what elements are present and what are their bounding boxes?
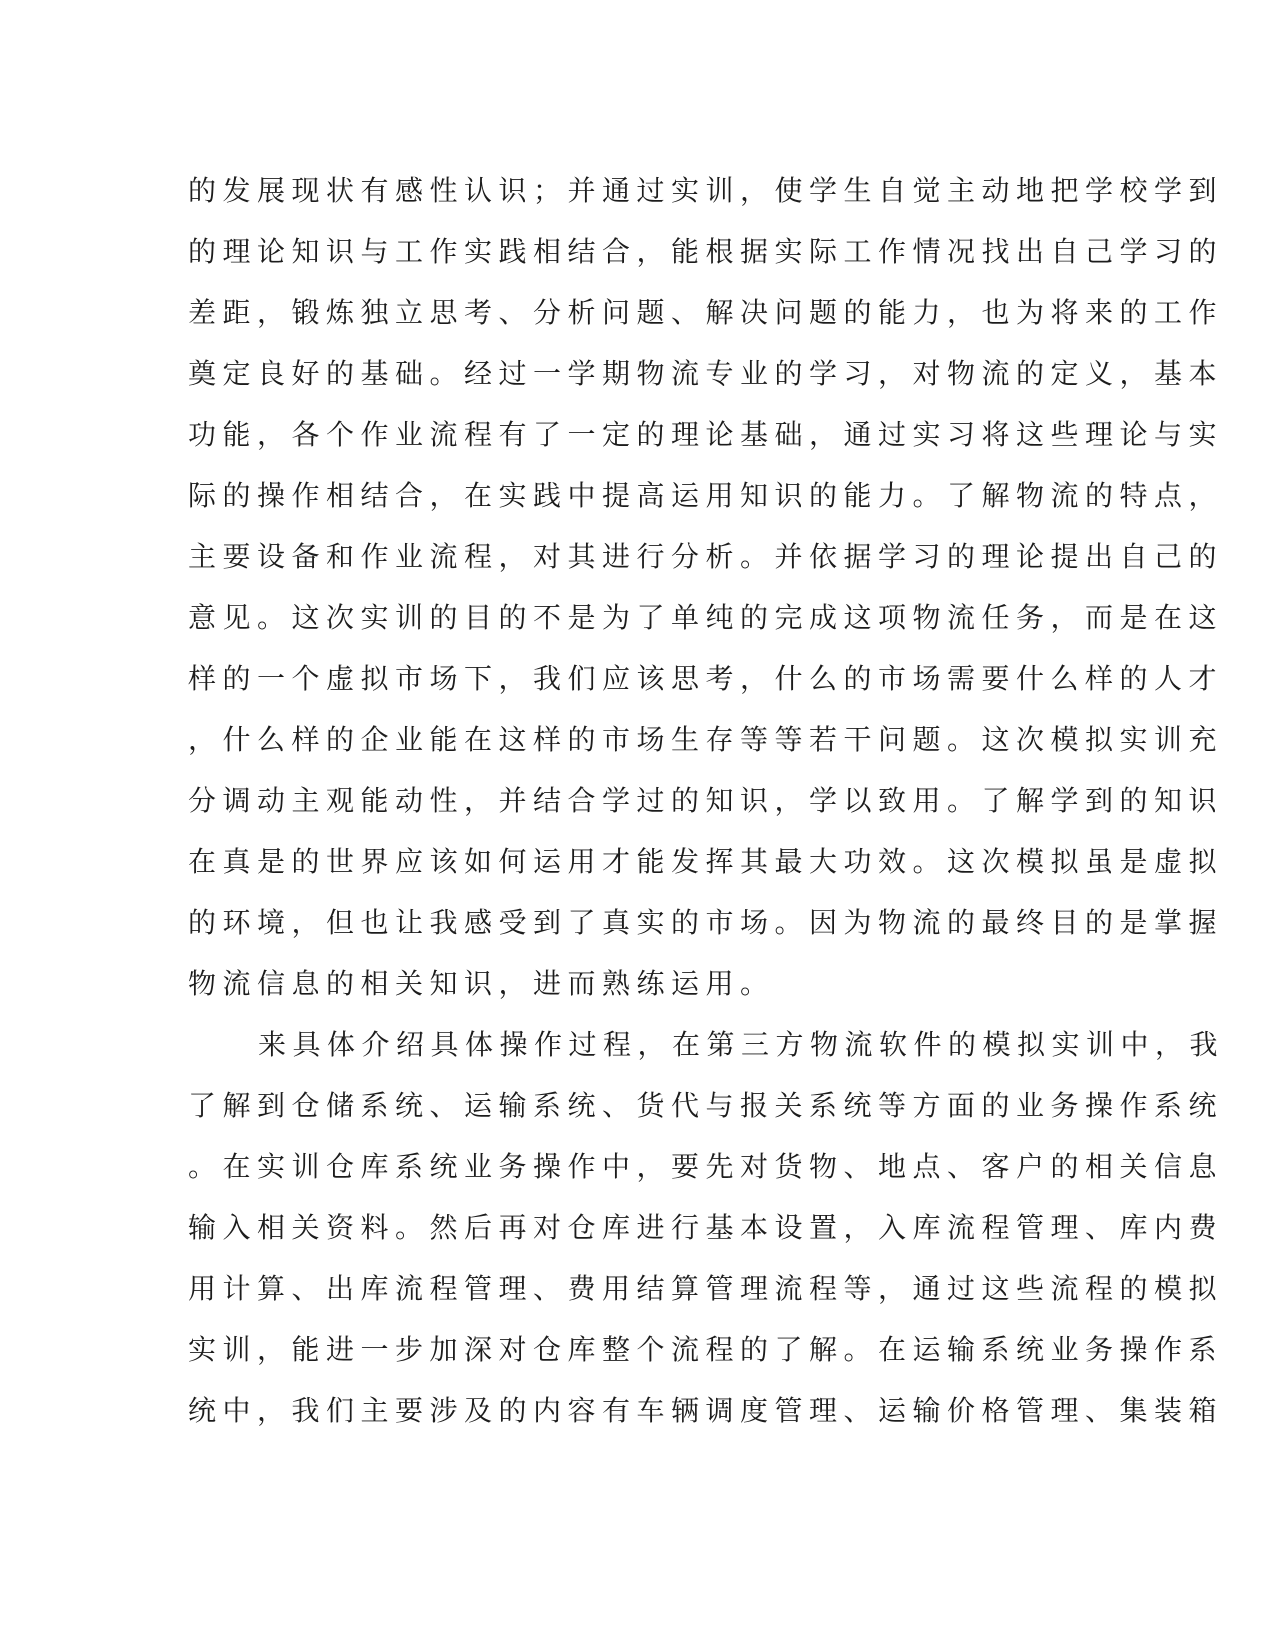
text-line: 分调动主观能动性，并结合学过的知识，学以致用。了解学到的知识	[188, 784, 1224, 817]
paragraph-2	[188, 1014, 1225, 1441]
text-line: 在真是的世界应该如何运用才能发挥其最大功效。这次模拟虽是虚拟	[188, 845, 1224, 878]
text-line: 。在实训仓库系统业务操作中，要先对货物、地点、客户的相关信息	[188, 1150, 1224, 1183]
body-text	[188, 160, 1225, 1441]
text-line: 的理论知识与工作实践相结合，能根据实际工作情况找出自己学习的	[188, 235, 1224, 268]
text-line: 奠定良好的基础。经过一学期物流专业的学习，对物流的定义，基本	[188, 357, 1224, 390]
text-line: 来具体介绍具体操作过程，在第三方物流软件的模拟实训中，我	[258, 1028, 1225, 1061]
text-line: 实训，能进一步加深对仓库整个流程的了解。在运输系统业务操作系	[188, 1333, 1224, 1366]
text-line: 用计算、出库流程管理、费用结算管理流程等，通过这些流程的模拟	[188, 1272, 1224, 1305]
paragraph-1	[188, 160, 1224, 1014]
text-line: 功能，各个作业流程有了一定的理论基础，通过实习将这些理论与实	[188, 418, 1224, 451]
text-line: 样的一个虚拟市场下，我们应该思考，什么的市场需要什么样的人才	[188, 662, 1224, 695]
text-line: 统中，我们主要涉及的内容有车辆调度管理、运输价格管理、集装箱	[188, 1394, 1224, 1427]
text-line: 主要设备和作业流程，对其进行分析。并依据学习的理论提出自己的	[188, 540, 1224, 573]
text-line: 意见。这次实训的目的不是为了单纯的完成这项物流任务，而是在这	[188, 601, 1224, 634]
text-line: ，什么样的企业能在这样的市场生存等等若干问题。这次模拟实训充	[188, 723, 1224, 756]
text-line: 的环境，但也让我感受到了真实的市场。因为物流的最终目的是掌握	[188, 906, 1224, 939]
text-line: 的发展现状有感性认识；并通过实训，使学生自觉主动地把学校学到	[188, 174, 1224, 207]
text-line: 际的操作相结合，在实践中提高运用知识的能力。了解物流的特点，	[188, 479, 1224, 512]
text-line: 了解到仓储系统、运输系统、货代与报关系统等方面的业务操作系统	[188, 1089, 1224, 1122]
text-line: 输入相关资料。然后再对仓库进行基本设置，入库流程管理、库内费	[188, 1211, 1224, 1244]
text-line: 差距，锻炼独立思考、分析问题、解决问题的能力，也为将来的工作	[188, 296, 1224, 329]
text-line: 物流信息的相关知识，进而熟练运用。	[188, 967, 775, 1000]
